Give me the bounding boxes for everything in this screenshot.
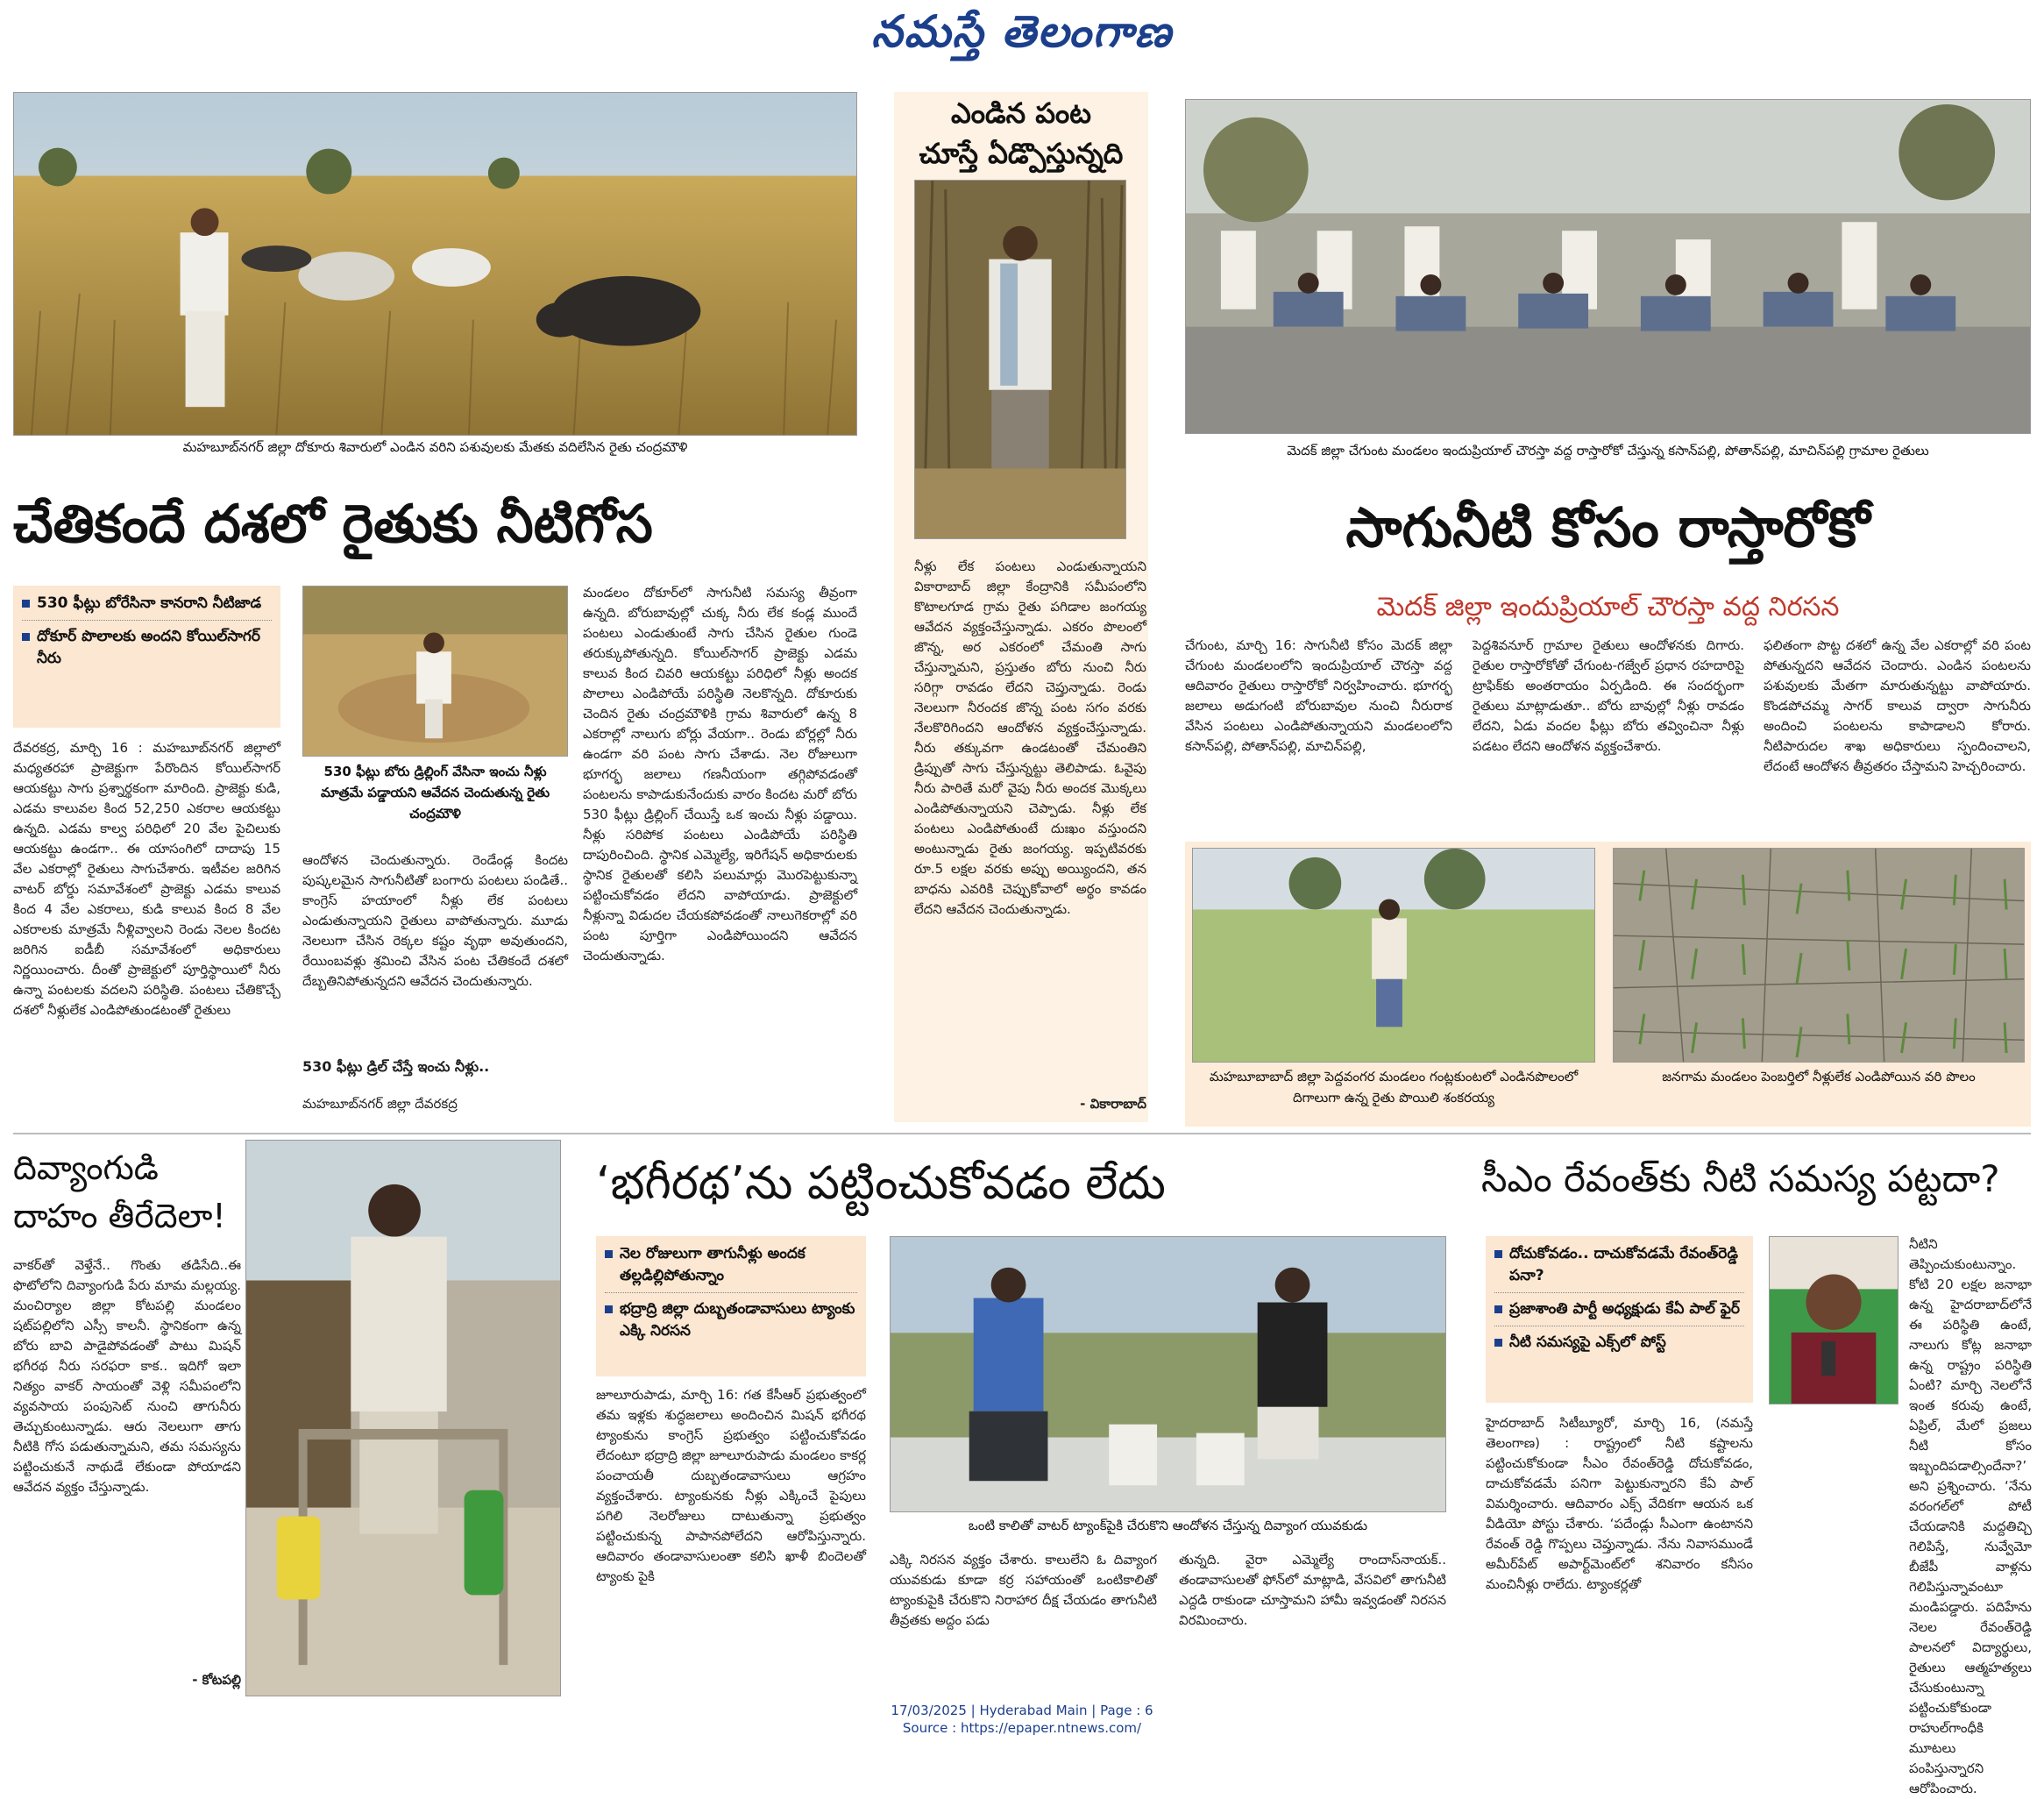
highlight-item: 530 ఫీట్లు బోరేసినా కానరాని నీటిజాడ bbox=[22, 593, 272, 615]
highlights-box bbox=[596, 1236, 866, 1376]
story1-column-2: ఆందోళన చెందుతున్నారు. రెండేండ్ల కిందట పుష్కలమైన సాగునీటితో బంగారు పంటలు పండితే.. కాంగ్రెస్ హయాంలో నీళ్లు లేక పంటలు ఎండుతున్నాయని రైతులు వాపోతున్నారు. మూడు నెలలుగా చేసిన రెక్కల కష్టం వృథా అవుతుందని, రేయింబవళ్లు శ్రమించి వేసిన పంట చేతికందే దశలో దేబ్బతినిపోతున్నదని ఆవేదన చెందుతున్నారు. bbox=[302, 852, 568, 989]
section-divider bbox=[13, 1133, 2031, 1134]
headline-farmer-water-woes: చేతికందే దశలో రైతుకు నీటిగోస bbox=[13, 494, 653, 555]
tank-photo-caption: ఒంటి కాలితో వాటర్ ట్యాంక్‌పైకి చేరుకొని ఆందోళన చేస్తున్న దివ్యాంగ యువకుడు bbox=[968, 1518, 1368, 1533]
sidebar-story-body: నీళ్లు లేక పంటలు ఎండుతున్నాయని వికారాబాద్ జిల్లా కేంద్రానికి సమీపంలోని కొటాలగూడ గ్రామ రైతు పగిడాల జంగయ్య ఆవేదన వ్యక్తంచేస్తున్నాడు. ఎకరం పొలంలో జొన్న, అర ఎకరంలో చేమంతి సాగు చేస్తున్నామని, ప్రస్తుతం బోరు నుంచి నీరు సరిగ్గా రావడం లేదని చెప్తున్నాడు. రెండు నెలలుగా నీరందక జొన్న పంట సగం వరకు నేలకొరిగిందని ఆందోళన వ్యక్తంచేస్తున్నాడు. నీరు తక్కువగా ఉండటంతో చేమంతిని డ్రిప్పుతో సాగు చేస్తున్నట్టు తెలిపాడు. ఓవైపు నీరు పారితే మరో వైపు నీరు అందక మొక్కలు ఎండిపోతున్నాయని చెప్పాడు. నీళ్లు లేక పంటలు ఎండిపోతుంటే దుఃఖం వస్తుందని అంటున్నాడు రైతు జంగయ్య. ఇప్పటివరకు రూ.5 లక్షల వరకు అప్పు అయ్యిందని, తన బాధను ఎవరికి చెప్పుకోవాలో అర్థం కావడం లేదని ఆవేదన చెందుతున్నాడు. bbox=[914, 558, 1146, 917]
story6-column-1: హైదరాబాద్ సిటీబ్యూరో, మార్చి 16, (నమస్తే తెలంగాణ) : రాష్ట్రంలో నీటి కష్టాలను పట్టించుకోకుండా సీఎం రేవంత్‌రెడ్డి దోచుకోవడం, దాచుకోవడమే పనిగా పెట్టుకున్నారని కేఏ పాల్ విమర్శించారు. ఆదివారం ఎక్స్ వేదికగా ఆయన ఒక వీడియో పోస్టు చేశారు. ‘పదేండ్లు సీఎంగా ఉంటానని రేవంత్ రెడ్డి గొప్పలు చెప్తున్నాడు. నేను నివాసముండే అమీర్‌పేట్ అపార్ట్‌మెంట్‌లో శనివారం కనీసం మంచినీళ్లు రాలేదు. ట్యాంకర్లతో bbox=[1486, 1415, 1753, 1592]
highlight-item: నీటి సమస్యపై ఎక్స్‌లో పోస్ట్ bbox=[1494, 1326, 1744, 1354]
story3-column-1: చేగుంట, మార్చి 16: సాగునీటి కోసం మెదక్ జిల్లా చేగుంట మండలంలోని ఇందుప్రియాల్ చౌరస్తా వద్ద ఆదివారం రైతులు రాస్తారోకో నిర్వహించారు. భూగర్భ జలాలు అడుగంటి బోరుబావుల నుంచి నీరురాక వేసిన పంటలు ఎండిపోతున్నాయని మండలంలోని కసాన్‌పల్లి, పోతాన్‌పల్లి, మాచిన్‌పల్లి, bbox=[1185, 637, 1452, 754]
dry-paddy-field-photo bbox=[13, 92, 857, 436]
headline-cm-water: సీఎం రేవంత్‌కు నీటి సమస్య పట్టదా? bbox=[1481, 1157, 2000, 1200]
headline-rasta-roko: సాగునీటి కోసం రాస్తారోకో bbox=[1345, 495, 1870, 559]
story1-column-3: మండలం దోకూర్‌లో సాగునీటి సమస్య తీవ్రంగా ఉన్నది. బోరుబావుల్లో చుక్క నీరు లేక కండ్ల ముందే పంటలు ఎండుతుంటే సాగు చేసిన రైతుల గుండె తరుక్కుపోతున్నది. కోయిల్‌సాగర్ ప్రాజెక్టు ఎడమ కాలువ కింద చివరి ఆయకట్టు పరిధిలో నీళ్లు అందక పొలాలు ఎండిపోయే పరిస్థితి నెలకొన్నది. దోకూరుకు చెందిన రైతు చంద్రమౌళికి గ్రామ శివారులో ఉన్న 8 ఎకరాల్లో నాలుగు బోర్లు వేయగా.. రెండు బోర్లల్లో నీరు ఉండగా వరి పంట సాగు చేశాడు. నెల రోజులుగా భూగర్భ జలాలు గణనీయంగా తగ్గిపోవడంతో పంటలను కాపాడుకునేందుకు వారం కిందట మరో బోరు 530 ఫీట్లు డ్రిల్లింగ్ చేయిస్తే ఒక ఇంచు నీళ్లు పడ్డాయి. నీళ్లు సరిపోక పంటలు ఎండిపోయే పరిస్థితి దాపురించింది. స్థానిక ఎమ్మెల్యే, ఇరిగేషన్ అధికారులకు స్థానిక రైతులతో కలిసి పలుమార్లు మొరపెట్టుకున్నా పట్టించుకోవడం లేదని వాపోయాడు. ప్రాజెక్టులో నీళ్లున్నా విడుదల చేయకపోవడంతో నాలుగెకరాల్లో వరి పంట పూర్తిగా ఎండిపోయిందని ఆవేదన చెందుతున్నాడు. bbox=[583, 585, 857, 963]
cracked-paddy-field-photo bbox=[1613, 848, 2025, 1063]
ka-paul-portrait-photo bbox=[1769, 1236, 1899, 1404]
photo-caption: మహబూబ్‌నగర్ జిల్లా దోకూరు శివారులో ఎండిన వరిని పశువులకు మేతకు వదిలేసిన రైతు చంద్రమౌళి bbox=[182, 439, 688, 455]
sidebar-dateline: - వికారాబాద్ bbox=[1080, 1096, 1146, 1112]
highlight-item: భద్రాద్రి జిల్లా దుబ్బతండావాసులు ట్యాంకు ఎక్కి నిరసన bbox=[605, 1292, 857, 1342]
highlight-item: దోకూర్ పొలాలకు అందని కోయిల్‌సాగర్ నీరు bbox=[22, 620, 272, 670]
story5-column-2: ఎక్కి నిరసన వ్యక్తం చేశారు. కాలులేని ఓ దివ్యాంగ యువకుడు కూడా కర్ర సహాయంతో ఒంటికాలితో ట్యాంకుపైకి చేరుకొని నిరాహార దీక్ష చేయడం తాగునీటి తీవ్రతకు అద్దం పడు bbox=[890, 1552, 1157, 1628]
story6-column-2: నీటిని తెప్పించుకుంటున్నాం. కోటి 20 లక్షల జనాభా ఉన్న హైదరాబాద్‌లోనే ఈ పరిస్థితి ఉంటే, నాలుగు కోట్ల జనాభా ఉన్న రాష్ట్రం పరిస్థితి ఏంటి? మార్చి నెలలోనే ఇంత కరువు ఉంటే, ఏప్రిల్, మేలో ప్రజలు నీటి కోసం ఇబ్బందిపడాల్సిందేనా?’ అని ప్రశ్నించారు. ‘నేను వరంగల్‌లో పోటీ చేయడానికి మద్దతిచ్చి గెలిపిస్తే, నువ్వేమో బీజేపీ వాళ్లను గెలిపిస్తున్నావంటూ మండిపడ్డారు. పదిహేను నెలల రేవంత్‌రెడ్డి పాలనలో విద్యార్థులు, రైతులు ఆత్మహత్యలు చేసుకుంటున్నా పట్టించుకోకుండా రాహుల్‌గాంధీకి మూటలు పంపిస్తున్నారని ఆరోపించారు. bbox=[1909, 1236, 2032, 1796]
sidebar-headline-line2: చూస్తే ఏడ్పొస్తున్నది bbox=[919, 137, 1124, 170]
farmer-photo-caption: మహబూబాబాద్ జిల్లా పెద్దవంగర మండలం గంట్లకుంటలో ఎండినపొలంలో దిగాలుగా ఉన్న రైతు పొయిలి శంకరయ్య bbox=[1209, 1069, 1579, 1106]
story4-dateline: - కోటపల్లి bbox=[192, 1672, 241, 1688]
story3-column-3: ఫలితంగా పొట్ట దశలో ఉన్న వేల ఎకరాల్లో వరి పంట పోతున్నదని ఆవేదన చెందారు. ఎండిన పంటలను పశువులకు మేతగా మారుతున్నట్టు వాపోయారు. కొండపోచమ్మ సాగర్ కాలువ ద్వారా సాగునీరు అందించి పంటలను కాపాడాలని కోరారు. నీటిపారుదల శాఖ అధికారులు స్పందించాలని, లేదంటే ఆందోళన తీవ్రతరం చేస్తామని హెచ్చరించారు. bbox=[1764, 637, 2031, 774]
farmer-in-dry-paddy-photo bbox=[1192, 848, 1595, 1063]
farmer-in-dry-field-photo bbox=[914, 180, 1126, 539]
sidebar-headline-line1: ఎండిన పంట bbox=[951, 96, 1091, 130]
inset-caption: 530 ఫీట్లు బోరు డ్రిల్లింగ్ వేసినా ఇంచు నీళ్లు మాత్రమే పడ్డాయని ఆవేదన చెందుతున్న రైతు చంద్రమౌళి bbox=[320, 764, 550, 821]
highlight-item: నెల రోజులుగా తాగునీళ్లు అందక తల్లడిల్లిపోతున్నాం bbox=[605, 1243, 857, 1287]
highlights-box bbox=[13, 586, 280, 728]
protest-photo-caption: మెదక్ జిల్లా చేగుంట మండలం ఇందుప్రియాల్ చౌరస్తా వద్ద రాస్తారోకో చేస్తున్న కసాన్‌పల్లి, పోతాన్‌పల్లి, మాచిన్‌పల్లి గ్రామాల రైతులు bbox=[1287, 443, 1929, 459]
water-tank-protest-photo bbox=[890, 1236, 1446, 1512]
story1-dateline: మహబూబ్‌నగర్ జిల్లా దేవరకద్ర bbox=[302, 1096, 458, 1112]
man-with-walker-photo bbox=[245, 1140, 561, 1696]
highlights-box bbox=[1486, 1236, 1753, 1403]
headline-disabled-man-line2: దాహం తీరేదెలా! bbox=[13, 1197, 226, 1235]
footer-edition-info: 17/03/2025 | Hyderabad Main | Page : 6 bbox=[891, 1703, 1153, 1718]
rasta-roko-protest-photo bbox=[1185, 99, 2031, 434]
story5-column-1: జూలూరుపాడు, మార్చి 16: గత కేసీఆర్ ప్రభుత్వంలో తమ ఇళ్లకు శుద్ధజలాలు అందించిన మిషన్ భగీరథ ట్యాంకును కాంగ్రెస్ ప్రభుత్వం పట్టించుకోవడం లేదంటూ భద్రాద్రి జిల్లా జూలూరుపాడు మండలం కాకర్ల పంచాయతీ దుబ్బతండావాసులు ఆగ్రహం వ్యక్తంచేశారు. ట్యాంకునకు నీళ్లు ఎక్కించే పైపులు పగిలి నెలరోజులు దాటుతున్నా ప్రభుత్వం పట్టించుకున్న పాపానపోలేదని ఆరోపిస్తున్నారు. ఆదివారం తండావాసులంతా కలిసి ఖాళీ బిందెలతో ట్యాంకు పైకి bbox=[596, 1387, 866, 1584]
story1-subheading: 530 ఫీట్లు డ్రిల్ చేస్తే ఇంచు నీళ్లు.. bbox=[302, 1058, 490, 1075]
masthead-title: నమస్తే తెలంగాణ bbox=[871, 5, 1173, 57]
story1-column-1: దేవరకద్ర, మార్చి 16 : మహబూబ్‌నగర్ జిల్లాలో మధ్యతరహా ప్రాజెక్టుగా పేరొందిన కోయిల్‌సాగర్ ఆయకట్టు సాగు ప్రశ్నార్థకంగా మారింది. ప్రాజెక్టు కుడి, ఎడమ కాలువల కింద 52,250 ఎకరాల ఆయకట్టు ఉన్నది. ఎడమ కాల్వ పరిధిలో 20 వేల పైచిలుకు ఆయకట్టు ఉండగా.. ఈ యాసంగిలో దాదాపు 15 వేల ఎకరాల్లో రైతులు సాగుచేశారు. ఇటీవల జరిగిన వాటర్ బోర్డు సమావేశంలో ప్రాజెక్టు ఎడమ కాలువ కింద 4 వేల ఎకరాలు, కుడి కాలువ కింద 8 వేల ఎకరాలకు మాత్రమే నీళ్లివ్వాలని రెండు నెలల కిందట జరిగిన ఐడీబీ సమావేశంలో అధికారులు నిర్ణయించారు. దీంతో ప్రాజెక్టులో పూర్తిస్థాయిలో నీరు ఉన్నా పంటలకు వదలని పరిస్థితి. పంటలు చేతికొచ్చే దశలో నీళ్లులేక ఎండిపోతుండటంతో రైతులు bbox=[13, 740, 280, 1018]
highlight-item: ప్రజాశాంతి పార్టీ అధ్యక్షుడు కేఏ పాల్ ఫైర్ bbox=[1494, 1292, 1744, 1320]
farmer-at-borewell-photo bbox=[302, 586, 568, 757]
subheadline-medak: మెదక్ జిల్లా ఇందుప్రియాల్ చౌరస్తా వద్ద నిరసన bbox=[1376, 592, 1840, 622]
cracked-field-caption: జనగామ మండలం పెంబర్తిలో నీళ్లులేక ఎండిపోయిన వరి పొలం bbox=[1662, 1069, 1976, 1084]
story5-column-3: తున్నది. వైరా ఎమ్మెల్యే రాందాస్‌నాయక్.. తండావాసులతో ఫోన్‌లో మాట్లాడి, వేసవిలో తాగునీటి ఎద్దడి రాకుండా చూస్తామని హామీ ఇవ్వడంతో నిరసన విరమించారు. bbox=[1179, 1552, 1446, 1628]
headline-bhagiratha: ‘భగీరథ’ను పట్టించుకోవడం లేదు bbox=[596, 1157, 1166, 1210]
story3-column-2: పెద్దశివనూర్ గ్రామాల రైతులు ఆందోళనకు దిగారు. రైతుల రాస్తారోకోతో చేగుంట-గజ్వేల్ ప్రధాన రహదారిపై ట్రాఫిక్‌కు అంతరాయం ఏర్పడింది. ఈ సందర్భంగా రైతులు మాట్లాడుతూ.. బోరు బావుల్లో నీళ్లు రావడం లేదని, ఏడు వందల ఫీట్లు బోరు తవ్వించినా నీళ్లు పడటం లేదని ఆందోళన వ్యక్తంచేశారు. bbox=[1473, 637, 1744, 754]
highlight-item: దోచుకోవడం.. దాచుకోవడమే రేవంత్‌రెడ్డి పనా? bbox=[1494, 1243, 1744, 1287]
story4-body: వాకర్‌తో వెళ్తేనే.. గొంతు తడిసేది..ఈ ఫొటోలోని దివ్యాంగుడి పేరు మామ మల్లయ్య. మంచిర్యాల జిల్లా కోటపల్లి మండలం షట్‌పల్లిలోని ఎస్సీ కాలనీ. స్థానికంగా ఉన్న బోరు బావి పాడైపోవడంతో పాటు మిషన్ భగీరథ నీరు సరఫరా కాక.. ఇదిగో ఇలా నిత్యం వాకర్ సాయంతో వెళ్లి సమీపంలోని వ్యవసాయ పంపుసెట్ నుంచి తాగునీరు తెచ్చుకుంటున్నాడు. ఆరు నెలలుగా తాగు నీటికి గోస పడుతున్నామని, తమ సమస్యను పట్టించుకునే నాథుడే లేకుండా పోయాడని ఆవేదన వ్యక్తం చేస్తున్నాడు. bbox=[13, 1257, 241, 1495]
headline-disabled-man-line1: దివ్యాంగుడి bbox=[13, 1148, 159, 1187]
footer-source-link[interactable]: Source : https://epaper.ntnews.com/ bbox=[902, 1720, 1142, 1736]
